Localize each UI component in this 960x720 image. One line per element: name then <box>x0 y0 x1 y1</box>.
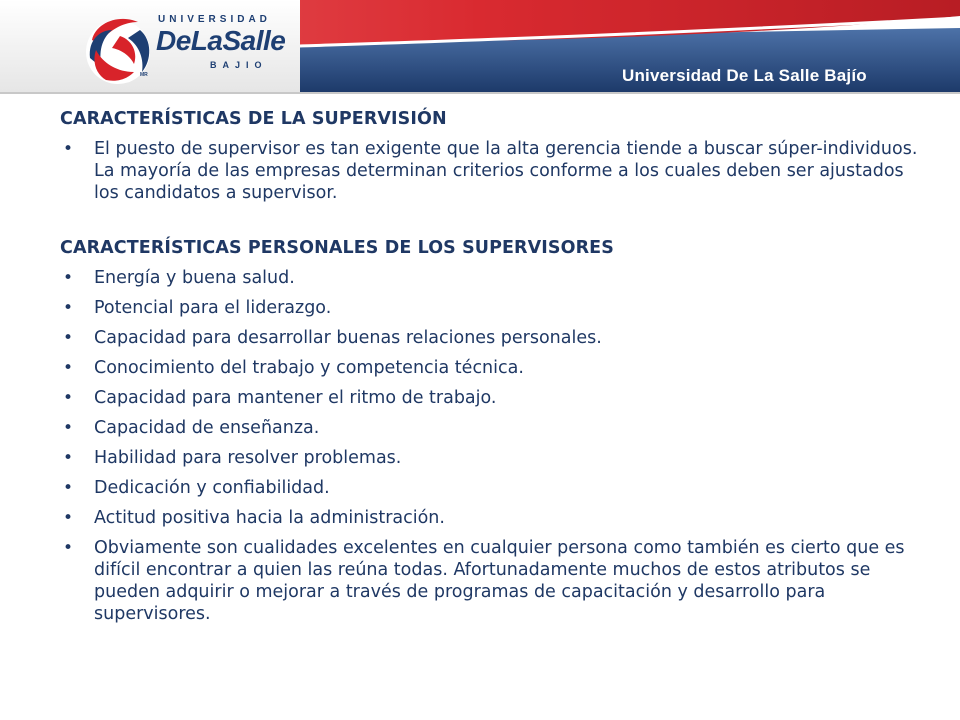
slide-content <box>60 108 920 625</box>
bullet-text: Obviamente son cualidades excelentes en cualquier persona como también es cierto que es difícil encontrar a quien las reúna todas. Afortunadamente muchos de estos atributos se pueden adquirir o mejorar a través de programas de capacitación y desarrollo para supervisores. <box>94 538 905 624</box>
bullet-icon: • <box>63 478 74 498</box>
bullet-item <box>60 267 920 289</box>
bullet-icon: • <box>63 508 74 528</box>
university-logo <box>80 8 300 90</box>
bullet-item <box>60 138 920 204</box>
logo-main-text: DeLaSalle <box>156 25 286 56</box>
bullet-item <box>60 387 920 409</box>
logo-trademark: MR <box>140 72 148 78</box>
bullet-text: Energía y buena salud. <box>94 268 295 288</box>
bullet-item <box>60 297 920 319</box>
bullet-item <box>60 417 920 439</box>
bullet-text: Conocimiento del trabajo y competencia técnica. <box>94 358 524 378</box>
bullet-text: Actitud positiva hacia la administración. <box>94 508 445 528</box>
bullet-icon: • <box>63 328 74 348</box>
bullet-icon: • <box>63 298 74 318</box>
bullet-item <box>60 327 920 349</box>
bullet-icon: • <box>63 418 74 438</box>
bullet-item <box>60 357 920 379</box>
bullet-icon: • <box>63 268 74 288</box>
section-heading-supervision: CARACTERÍSTICAS DE LA SUPERVISIÓN <box>60 109 447 129</box>
bullet-icon: • <box>63 139 74 159</box>
bullet-text: Capacidad para mantener el ritmo de trabajo. <box>94 388 497 408</box>
bullet-text: Habilidad para resolver problemas. <box>94 448 402 468</box>
bullet-item <box>60 507 920 529</box>
section-heading-personal: CARACTERÍSTICAS PERSONALES DE LOS SUPERVISORES <box>60 238 614 258</box>
bullet-item <box>60 537 920 625</box>
bullet-item <box>60 477 920 499</box>
bullet-text: Capacidad de enseñanza. <box>94 418 320 438</box>
bullet-text: Dedicación y confiabilidad. <box>94 478 330 498</box>
bullet-icon: • <box>63 358 74 378</box>
header-banner <box>0 0 960 100</box>
bullet-text: Capacidad para desarrollar buenas relaciones personales. <box>94 328 602 348</box>
bullet-icon: • <box>63 388 74 408</box>
bullet-item <box>60 447 920 469</box>
header-caption: Universidad De La Salle Bajío <box>622 66 867 85</box>
bullet-icon: • <box>63 538 74 558</box>
bullet-text: Potencial para el liderazgo. <box>94 298 332 318</box>
logo-bottom-text: BAJIO <box>210 60 268 70</box>
bullet-text: El puesto de supervisor es tan exigente que la alta gerencia tiende a buscar súper-individuos. La mayoría de las empresas determinan criterios conforme a los cuales deben ser ajustados los candidatos a supervisor. <box>94 139 918 203</box>
logo-top-text: UNIVERSIDAD <box>158 14 271 25</box>
bullet-icon: • <box>63 448 74 468</box>
